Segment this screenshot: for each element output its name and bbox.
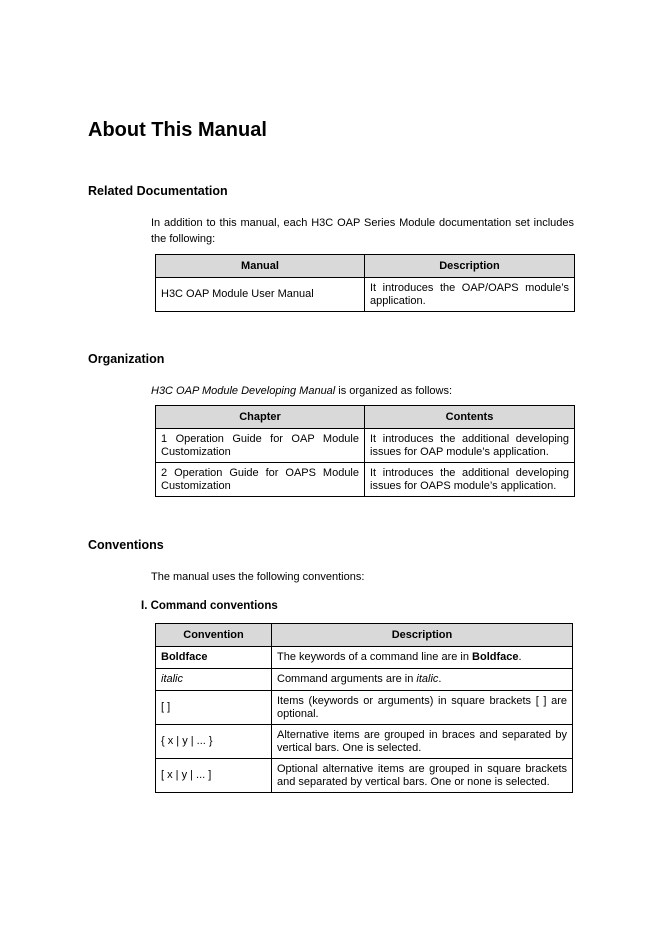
description-cell bbox=[272, 669, 573, 691]
description-text-end: . bbox=[438, 673, 442, 686]
description-text: The keywords of a command line are in bbox=[277, 651, 473, 664]
table-row bbox=[156, 278, 575, 312]
table-row bbox=[156, 669, 573, 691]
column-header-convention: Convention bbox=[156, 624, 272, 647]
description-cell: It introduces the OAP/OAPS module’s application. bbox=[365, 278, 575, 312]
description-cell: Items (keywords or arguments) in square brackets [ ] are optional. bbox=[272, 691, 573, 725]
description-text: Command arguments are in bbox=[277, 673, 417, 686]
column-header-chapter: Chapter bbox=[156, 406, 365, 429]
column-header-description: Description bbox=[272, 624, 573, 647]
table-header-row bbox=[156, 255, 575, 278]
contents-cell: It introduces the additional developing issues for OAPS module’s application. bbox=[365, 463, 575, 497]
description-emphasis: italic bbox=[416, 673, 439, 686]
convention-cell: italic bbox=[156, 669, 272, 691]
description-cell: Alternative items are grouped in braces and separated by vertical bars. One is selected. bbox=[272, 725, 573, 759]
table-row bbox=[156, 429, 575, 463]
description-cell bbox=[272, 647, 573, 669]
table-row bbox=[156, 759, 573, 793]
command-conventions-heading: I. Command conventions bbox=[141, 600, 278, 612]
column-header-description: Description bbox=[365, 255, 575, 278]
organization-intro bbox=[151, 383, 574, 399]
chapter-cell: 1 Operation Guide for OAP Module Customization bbox=[156, 429, 365, 463]
table-header-row bbox=[156, 624, 573, 647]
organization-intro-rest: is organized as follows: bbox=[335, 385, 453, 397]
convention-cell: { x | y | ... } bbox=[156, 725, 272, 759]
conventions-intro: The manual uses the following conventions: bbox=[151, 571, 365, 583]
description-emphasis: Boldface bbox=[472, 651, 519, 664]
description-text-end: . bbox=[518, 651, 522, 664]
table-row bbox=[156, 463, 575, 497]
table-header-row bbox=[156, 406, 575, 429]
manual-cell: H3C OAP Module User Manual bbox=[156, 278, 365, 312]
convention-cell: Boldface bbox=[156, 647, 272, 669]
related-documentation-intro: In addition to this manual, each H3C OAP Series Module documentation set includes the following: bbox=[151, 217, 574, 245]
table-row bbox=[156, 647, 573, 669]
convention-cell: [ x | y | ... ] bbox=[156, 759, 272, 793]
description-cell: Optional alternative items are grouped in square brackets and separated by vertical bars. One or none is selected. bbox=[272, 759, 573, 793]
conventions-heading: Conventions bbox=[88, 538, 164, 552]
chapter-cell: 2 Operation Guide for OAPS Module Customization bbox=[156, 463, 365, 497]
page-title: About This Manual bbox=[88, 119, 267, 141]
organization-heading: Organization bbox=[88, 352, 165, 366]
table-row bbox=[156, 691, 573, 725]
command-conventions-table bbox=[155, 623, 573, 793]
manual-name-italic: H3C OAP Module Developing Manual bbox=[151, 385, 336, 397]
organization-table bbox=[155, 405, 575, 497]
related-documentation-table bbox=[155, 254, 575, 312]
column-header-contents: Contents bbox=[365, 406, 575, 429]
related-documentation-heading: Related Documentation bbox=[88, 184, 228, 198]
convention-cell: [ ] bbox=[156, 691, 272, 725]
contents-cell: It introduces the additional developing issues for OAP module’s application. bbox=[365, 429, 575, 463]
table-row bbox=[156, 725, 573, 759]
column-header-manual: Manual bbox=[156, 255, 365, 278]
